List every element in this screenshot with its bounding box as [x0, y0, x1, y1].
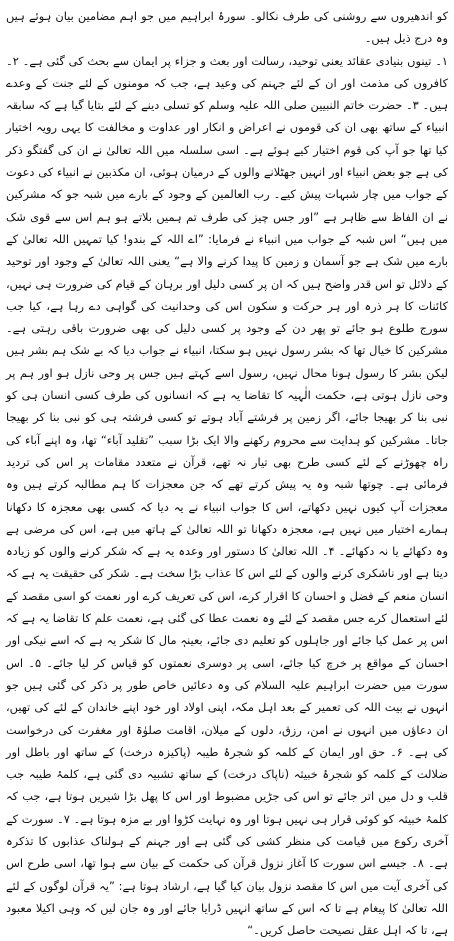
- intro-paragraph: کو اندھیروں سے روشنی کی طرف نکالو۔ سورۂ ابراہیم میں جو اہم مضامین بیان ہوئے ہیں وہ درج ذیل ہیں۔: [6, 9, 448, 46]
- body-paragraph: ۱۔ تینوں بنیادی عقائد یعنی توحید، رسالت اور بعث و جزاء پر ایمان سے بحث کی گئی ہے۔ ۲۔ کافروں کی مذمت اور ان کے لئے جہنم کی وعید ہے، جب کہ مومنوں کے لئے جنت کے وعدے ہیں۔ ۳۔ حضرت خاتم النبیین صلی اللہ علیہ وسلم کو تسلی دینے کے لئے بتایا گیا ہے کہ سابقہ انبیاء کے ساتھ بھی ان کی قوموں نے اعراض و انکار اور عداوت و مخالفت کا یہی رویہ اختیار کیا تھا جو آپ کی قوم اختیار کیے ہوئے ہے۔ اسی سلسلہ میں اللہ تعالیٰ نے ان کی گفتگو ذکر کی ہے جو بعض انبیاء اور انہیں جھٹلانے والوں کے درمیان ہوئی، ان مکذبین نے انبیاء کی دعوت کے جواب میں چار شبہات پیش کیے۔ رب العالمین کے وجود کے بارے میں شبہ جو کہ مشرکین نے ان الفاظ سے ظاہر ہے ”اور جس چیز کی طرف تم ہمیں بلاتے ہو ہم اس سے قوی شک میں ہیں“ اس شبہ کے جواب میں انبیاء نے فرمایا: ”اے اللہ کے بندو! کیا تمہیں اللہ تعالیٰ کے بارے میں شک ہے جو آسمان و زمین کا پیدا کرنے والا ہے“ یعنی اللہ تعالیٰ کے وجود اور توحید کے دلائل تو اس قدر واضح ہیں کہ ان پر کسی دلیل اور برہان کے قیام کی ضرورت ہی نہیں، کائنات کا ہر ذرہ اور ہر حرکت و سکون اس کی وحدانیت کی گواہی دے رہا ہے، کیا جب سورج طلوع ہو جائے تو پھر دن کے وجود پر کسی دلیل کی بھی ضرورت باقی رہتی ہے۔ مشرکین کا خیال تھا کہ بشر رسول نہیں ہو سکتا، انبیاء نے جواب دیا کہ بے شک ہم بشر ہیں لیکن بشر کا رسول ہونا محال نہیں، رسول اسے کہتے ہیں جس پر وحی نازل ہو اور ہم پر وحی نازل ہوتی ہے، حکمت الٰہیہ کا تقاضا یہ ہے کہ انسانوں کی طرف کسی انسان ہی کو نبی بنا کر بھیجا جائے، اگر زمین پر فرشتے آباد ہوتے تو کسی فرشتہ ہی کو نبی بنا کر بھیجا جاتا۔ مشرکین کو ہدایت سے محروم رکھنے والا ایک بڑا سبب ”تقلید آباء“ تھا، وہ اپنے آباء کی راہ چھوڑنے کے لئے کسی طرح بھی تیار نہ تھے، قرآن نے متعدد مقامات پر اس کی تردید فرمائی ہے۔ چوتھا شبہ وہ یہ پیش کرتے تھے کہ جن معجزات کا ہم مطالبہ کرتے ہیں وہ معجزات آپ کیوں نہیں دکھاتے، اس کا جواب انبیاء نے یہ دیا کہ کسی بھی معجزہ کا دکھانا ہمارے اختیار میں نہیں ہے، معجزہ دکھانا تو اللہ تعالیٰ کے ہاتھ میں ہے، اس کی مرضی ہے وہ دکھائے یا نہ دکھائے۔ ۴۔ اللہ تعالیٰ کا دستور اور وعدہ یہ ہے کہ شکر کرنے والوں کو زیادہ دیتا ہے اور ناشکری کرنے والوں کے لئے اس کا عذاب بڑا سخت ہے۔ شکر کی حقیقت یہ ہے کہ انسان منعم کے فضل و احسان کا اقرار کرے، اس کی تعریف کرے اور نعمت کو اسی مقصد کے لئے استعمال کرے جس مقصد کے لئے وہ نعمت عطا کی گئی ہے، نعمت علم کا تقاضا یہ ہے کہ اس پر عمل کیا جائے اور جاہلوں کو تعلیم دی جائے، بعینہٖ مال کا شکر یہ ہے کہ اسے نیکی اور احسان کے مواقع پر خرچ کیا جائے، اسی پر دوسری نعمتوں کو قیاس کر لیا جائے۔ ۵۔ اس سورت میں حضرت ابراہیم علیہ السلام کی وہ دعائیں خاص طور پر ذکر کی گئی ہیں جو انہوں نے بیت اللہ کی تعمیر کے بعد اہل مکہ، اپنی اولاد اور خود اپنے خاندان کے لئے کی تھیں، ان دعاؤں میں انہوں نے امن، رزق، دلوں کے میلان، اقامت صلوٰۃ اور مغفرت کی درخواست کی ہے۔ ۶۔ حق اور ایمان کے کلمہ کو شجرۂ طیبہ (پاکیزہ درخت) کے ساتھ اور باطل اور ضلالت کے کلمہ کو شجرۂ خبیثہ (ناپاک درخت) کے ساتھ تشبیہ دی گئی ہے، کلمۂ طیبہ جب قلب و دل میں اتر جائے تو اس کی جڑیں مضبوط اور اس کا پھل بڑا شیریں ہوتا ہے، جب کہ کلمۂ خبیثہ کو کوئی قرار ہی نہیں ہوتا اور وہ نہایت کڑوا اور بے مزہ ہوتا ہے۔ ۷۔ سورت کے آخری رکوع میں قیامت کی منظر کشی کی گئی ہے اور جہنم کے ہولناک عذابوں کا تذکرہ ہے۔ ۸۔ جیسے اس سورت کا آغاز نزول قرآن کی حکمت کے بیان سے ہوا تھا، اسی طرح اس کی آخری آیت میں اس کا مقصد نزول بیان کیا گیا ہے، ارشاد ہوتا ہے: ”یہ قرآن لوگوں کے لئے اللہ تعالیٰ کا پیغام ہے تا کہ اس کے ساتھ انہیں ڈرایا جائے اور وہ جان لیں کہ وہی اکیلا معبود ہے، تا کہ اہل عقل نصیحت حاصل کریں۔“: [6, 53, 448, 938]
